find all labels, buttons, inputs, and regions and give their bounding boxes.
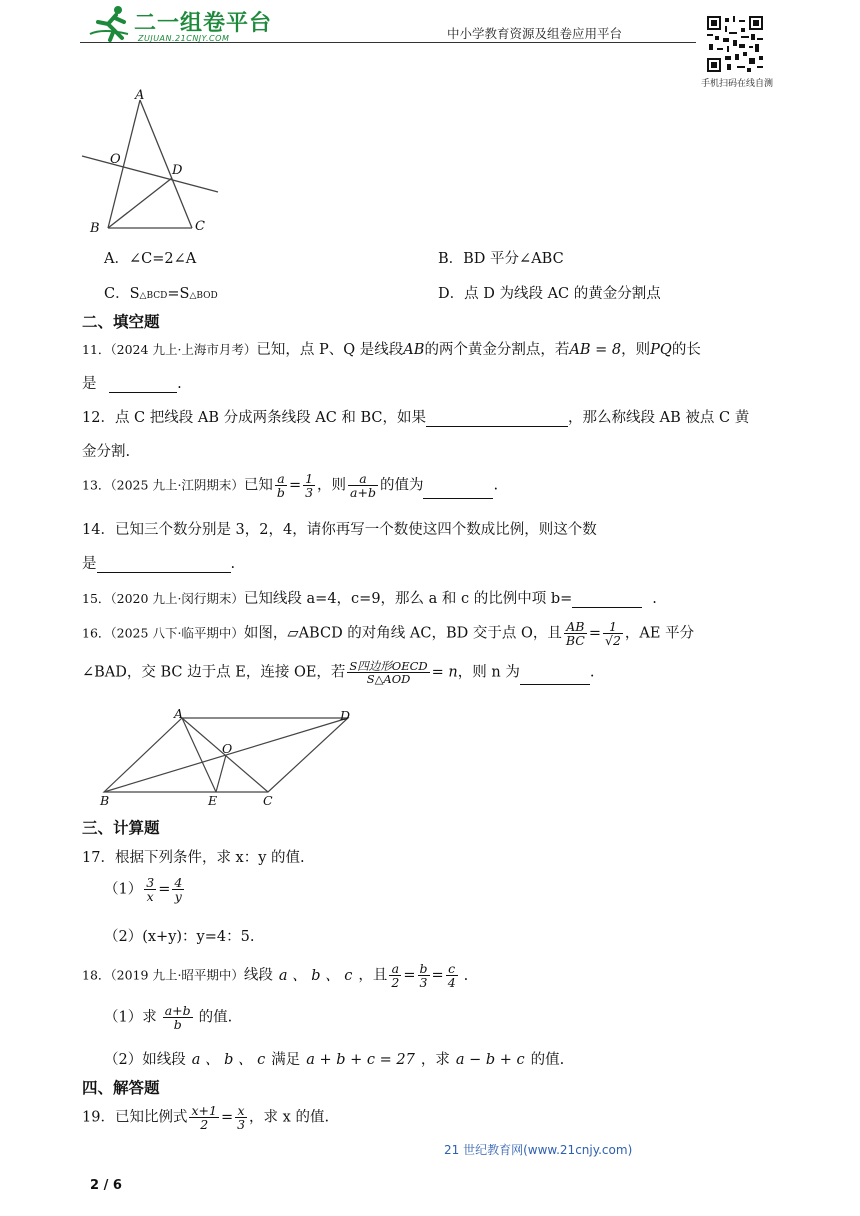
logo-title: 二一组卷平台: [134, 11, 273, 36]
q18-part-2-text-3: 的值.: [530, 1052, 565, 1068]
q18-part-2-vars: a 、 b 、 c: [191, 1052, 266, 1068]
q13-text-3: 的值为: [379, 477, 424, 494]
label-D: D: [340, 708, 351, 723]
triangle-figure: [80, 86, 220, 236]
q13-frac-1-3: $\frac{1}{3}$: [305, 471, 314, 501]
q16-eq-n: = n: [431, 664, 458, 681]
question-17: 17．根据下列条件，求 x：y 的值.: [82, 850, 305, 866]
logo-url: ZUJUAN.21CNJY.COM: [138, 34, 230, 43]
q11-var-pq: PQ: [650, 342, 672, 358]
line-OD: [82, 156, 218, 192]
q16-text-5: .: [589, 664, 595, 681]
q18-frac-b-3: $\frac{b}{3}$: [419, 961, 428, 991]
q13-frac-a-ab: $\frac{a}{a+b}$: [350, 471, 376, 501]
q18-number: 18．: [82, 967, 111, 983]
q18-frac-c-4: $\frac{c}{4}$: [447, 961, 456, 991]
question-13: [82, 472, 498, 499]
q15-source: （2020 九上·闵行期末）: [110, 591, 244, 606]
opt-c-sub-2: △BOD: [189, 291, 218, 301]
q18-source: （2019 九上·昭平期中）: [110, 967, 244, 983]
q11-var-ab: AB: [403, 342, 425, 358]
q16-text-1: 如图，▱ABCD 的对角线 AC，BD 交于点 O，且: [243, 625, 562, 642]
q11-text-5: 是: [82, 376, 97, 392]
qr-code-icon: [707, 16, 763, 72]
q13-eq: =: [288, 477, 302, 494]
q11-answer-blank[interactable]: [109, 377, 177, 393]
q11-text-6: .: [177, 376, 182, 392]
question-18: [82, 962, 468, 989]
q10-option-d: D．点 D 为线段 AC 的黄金分割点: [438, 286, 661, 302]
q19-frac-x-3: $\frac{x}{3}$: [237, 1103, 246, 1133]
q17-frac-4-y: $\frac{4}{y}$: [174, 875, 183, 905]
header-logo: [82, 4, 282, 46]
q13-text-4: .: [493, 477, 499, 494]
q18-part-2-text-1: 满足: [271, 1052, 301, 1068]
q19-text-2: ，求 x 的值.: [249, 1109, 330, 1126]
line-AE: [182, 718, 216, 792]
q18-part-2-eq: a + b + c = 27: [306, 1052, 415, 1068]
q18-text-3: .: [463, 967, 469, 984]
q16-frac-area: $\frac{\text{S四边形OECD}}{\text{S△AOD}}$: [349, 659, 428, 687]
line-BD: [108, 178, 172, 228]
question-11: [82, 338, 701, 359]
parallelogram-figure: [96, 706, 366, 810]
q11-number: 11．: [82, 342, 111, 357]
qr-caption: 手机扫码在线自测: [701, 79, 774, 89]
q17-part-1-label: （1）: [104, 881, 143, 898]
q18-part-1-label: （1）求: [104, 1009, 157, 1026]
q16-answer-blank[interactable]: [520, 669, 590, 685]
label-O: O: [222, 741, 233, 756]
q11-text-2: 的两个黄金分割点，若: [424, 342, 570, 358]
q18-part-2-text-2: ，求: [420, 1052, 450, 1068]
q18-eq-1: =: [403, 967, 416, 984]
opt-c-text-2: =S: [167, 286, 190, 302]
runner-logo-icon: [88, 4, 132, 44]
q16-source: （2025 八下·临平期中）: [110, 625, 244, 641]
opt-c-sub-1: △BCD: [139, 291, 168, 301]
question-12: [82, 406, 749, 427]
label-C: C: [263, 793, 273, 808]
q16-eq: =: [588, 625, 601, 642]
q18-text-2: ，且: [358, 967, 388, 984]
opt-c-text-1: C．S: [104, 286, 140, 302]
label-B: B: [90, 221, 100, 236]
q14-answer-blank[interactable]: [97, 557, 231, 573]
question-16-line-2: [82, 660, 594, 685]
q12-text-1: 12．点 C 把线段 AB 分成两条线段 AC 和 BC，如果: [82, 410, 427, 426]
q11-source: （2024 九上·上海市月考）: [110, 342, 257, 357]
section-title-calculation: 三、计算题: [82, 819, 160, 837]
question-17-part-2: （2）(x+y)：y=4：5.: [104, 929, 255, 945]
label-B: B: [100, 793, 110, 808]
q11-text-3: ，则: [621, 342, 651, 358]
label-A: A: [135, 88, 145, 103]
q18-part-1-text: 的值.: [198, 1009, 233, 1026]
q15-number: 15．: [82, 591, 111, 606]
q14-text-2: 是: [82, 556, 97, 572]
footer-site-link[interactable]: 21 世纪教育网(www.21cnjy.com): [444, 1143, 633, 1157]
q13-number: 13．: [82, 477, 111, 493]
label-A: A: [174, 706, 184, 721]
q11-text-1: 已知，点 P、Q 是线段: [256, 342, 404, 358]
q10-option-a: A．∠C=2∠A: [104, 251, 197, 267]
q18-text-1: 线段: [243, 967, 273, 984]
q18-frac-ab-b: $\frac{a+b}{b}$: [164, 1003, 191, 1033]
q19-frac-x1-2: $\frac{x+1}{2}$: [191, 1103, 217, 1133]
q12-text-2: ，那么称线段 AB 被点 C 黄: [568, 410, 750, 426]
label-C: C: [195, 219, 205, 234]
section-title-solve: 四、解答题: [82, 1079, 160, 1097]
q13-answer-blank[interactable]: [423, 483, 493, 499]
label-D: D: [172, 163, 183, 178]
header-subtitle: 中小学教育资源及组卷应用平台: [447, 26, 623, 41]
q13-frac-a-b: $\frac{a}{b}$: [276, 471, 285, 501]
page-number: 2 / 6: [90, 1178, 122, 1193]
label-E: E: [208, 793, 218, 808]
q15-text-2: .: [652, 591, 657, 607]
label-O: O: [110, 152, 121, 167]
q18-eq-2: =: [431, 967, 444, 984]
q18-frac-a-2: $\frac{a}{2}$: [391, 961, 400, 991]
q17-eq: =: [158, 881, 171, 898]
q16-number: 16．: [82, 625, 111, 641]
q16-frac-ab-bc: $\frac{AB}{BC}$: [565, 619, 585, 649]
q11-text-4: 的长: [671, 342, 701, 358]
question-15: [82, 587, 657, 608]
question-18-part-1: [104, 1004, 232, 1031]
q16-text-3: ∠BAD，交 BC 边于点 E，连接 OE，若: [82, 664, 346, 681]
question-18-part-2: [104, 1048, 564, 1069]
q12-line-2: 金分割.: [82, 444, 131, 460]
q12-answer-blank[interactable]: [426, 411, 568, 427]
q16-text-2: ，AE 平分: [624, 625, 695, 642]
question-11-line-2: [82, 372, 182, 393]
q16-frac-1-root2: $\frac{1}{√2}$: [605, 619, 621, 649]
question-16: [82, 620, 694, 647]
section-title-fill-blank: 二、填空题: [82, 313, 160, 331]
q11-eq: AB = 8: [569, 342, 622, 358]
question-14-line-2: [82, 552, 235, 573]
line-OE: [216, 755, 226, 792]
q15-text-1: 已知线段 a=4，c=9，那么 a 和 c 的比例中项 b=: [243, 591, 573, 607]
q19-text-1: 19．已知比例式: [82, 1109, 188, 1126]
q17-frac-3-x: $\frac{3}{x}$: [146, 875, 155, 905]
q18-part-2-label: （2）如线段: [104, 1052, 186, 1068]
q10-option-c: [104, 282, 218, 303]
q13-source: （2025 九上·江阴期末）: [110, 477, 244, 493]
q19-eq: =: [220, 1109, 234, 1126]
q15-answer-blank[interactable]: [572, 592, 642, 608]
q13-text-1: 已知: [243, 477, 273, 494]
question-17-part-1: [104, 876, 186, 903]
q18-part-2-expr: a − b + c: [455, 1052, 525, 1068]
header-rule: [80, 42, 696, 43]
q18-vars: a 、 b 、 c: [278, 967, 353, 984]
q13-text-2: ，则: [317, 477, 347, 494]
question-19: [82, 1104, 329, 1131]
q14-text-3: .: [230, 556, 236, 572]
q10-option-b: B．BD 平分∠ABC: [438, 251, 564, 267]
qr-code: [707, 16, 763, 72]
question-14: 14．已知三个数分别是 3，2，4，请你再写一个数使这四个数成比例，则这个数: [82, 522, 597, 538]
line-AC: [140, 100, 192, 228]
q16-text-4: ，则 n 为: [457, 664, 520, 681]
